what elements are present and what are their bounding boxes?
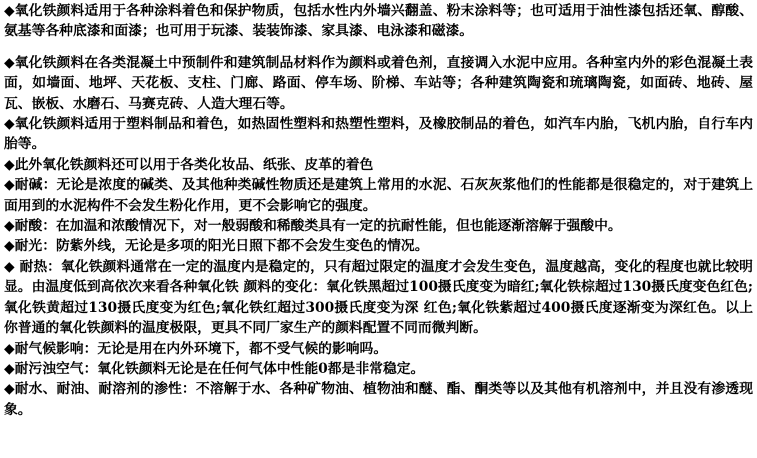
paragraph-text: 氧化铁颜料在各类混凝土中预制件和建筑制品材料作为颜料或着色剂，直接调入水泥中应用。各种室内外的彩色混凝土表面，如墙面、地坪、天花板、支柱、门廊、路面、停车场、阶梯、车站等；各种建筑陶瓷和琉璃陶瓷，如面砖、地砖、屋瓦、嵌板、水磨石、马赛克砖、人造大理石等。: [4, 54, 753, 112]
paragraph-plastics: [4, 114, 753, 155]
diamond-bullet-icon: ◆: [4, 238, 15, 255]
paragraph-solvent-resistance: [4, 379, 753, 420]
diamond-bullet-icon: ◆: [4, 340, 15, 357]
diamond-bullet-icon: ◆: [4, 258, 15, 275]
paragraph-text: 耐酸：在加温和浓酸情况下，对一般弱酸和稀酸类具有一定的抗耐性能，但也能逐渐溶解于强酸中。: [14, 218, 622, 235]
paragraph-alkali-resistance: [4, 175, 753, 216]
paragraph-text: 耐光：防紫外线，无论是多项的阳光日照下都不会发生变色的情况。: [14, 238, 429, 255]
paragraph-text: 氧化铁颜料适用于各种涂料着色和保护物质，包括水性内外墙兴翻盖、粉末涂料等；也可适用于油性漆包括还氧、醇酸、氨基等各种底漆和面漆；也可用于玩漆、装装饰漆、家具漆、电泳漆和磁漆。: [4, 3, 753, 40]
paragraph-text: 耐碱：无论是浓度的碱类、及其他种类碱性物质还是建筑上常用的水泥、石灰灰浆他们的性能都是很稳定的，对于建筑上面用到的水泥构件不会发生粉化作用，更不会影响它的强度。: [4, 177, 753, 214]
diamond-bullet-icon: ◆: [4, 360, 15, 377]
diamond-bullet-icon: ◆: [4, 116, 15, 133]
paragraph-cosmetics: [4, 155, 753, 175]
paragraph-text: 氧化铁颜料适用于塑料制品和着色，如热固性塑料和热塑性塑料，及橡胶制品的着色，如汽车内胎，飞机内胎，自行车内胎等。: [4, 116, 753, 153]
paragraph-coatings: [4, 1, 753, 42]
paragraph-concrete: [4, 53, 753, 114]
paragraph-polluted-air-resistance: [4, 359, 753, 379]
paragraph-acid-resistance: [4, 216, 753, 236]
diamond-bullet-icon: ◆: [4, 218, 15, 235]
diamond-bullet-icon: ◆: [4, 3, 15, 19]
diamond-bullet-icon: ◆: [4, 381, 15, 398]
diamond-bullet-icon: ◆: [4, 156, 15, 173]
paragraph-heat-resistance: [4, 257, 753, 339]
paragraph-text: 耐污浊空气：氧化铁颜料无论是在任何气体中性能0都是非常稳定。: [14, 360, 425, 377]
document-body: [4, 1, 753, 420]
paragraph-weather-resistance: [4, 339, 753, 359]
paragraph-light-resistance: [4, 236, 753, 256]
diamond-bullet-icon: ◆: [4, 54, 15, 71]
paragraph-text: 耐气候影响：无论是用在内外环境下，都不受气候的影响吗。: [14, 340, 388, 357]
paragraph-text: 耐热：氧化铁颜料通常在一定的温度内是稳定的，只有超过限定的温度才会发生变色，温度越高，变化的程度也就比较明显。由温度低到高依次来看各种氧化铁 颜料的变化：氧化铁黑超过100摄氏度变为暗红;氧化铁棕超过130摄氏度变色红色;氧化铁黄超过130摄氏度变为红色;氧化铁红超过300摄氏度变为深 红色;氧化铁紫超过400摄氏度逐渐变为深红色。以上你普通的氧化铁颜料的温度极限，更具不同厂家生产的颜料配置不同而微判断。: [4, 258, 753, 337]
paragraph-text: 耐水、耐油、耐溶剂的渗性：不溶解于水、各种矿物油、植物油和醚、酯、酮类等以及其他有机溶剂中，并且没有渗透现象。: [4, 381, 753, 418]
diamond-bullet-icon: ◆: [4, 177, 15, 194]
paragraph-text: 此外氧化铁颜料还可以用于各类化妆品、纸张、皮革的着色: [14, 156, 374, 173]
